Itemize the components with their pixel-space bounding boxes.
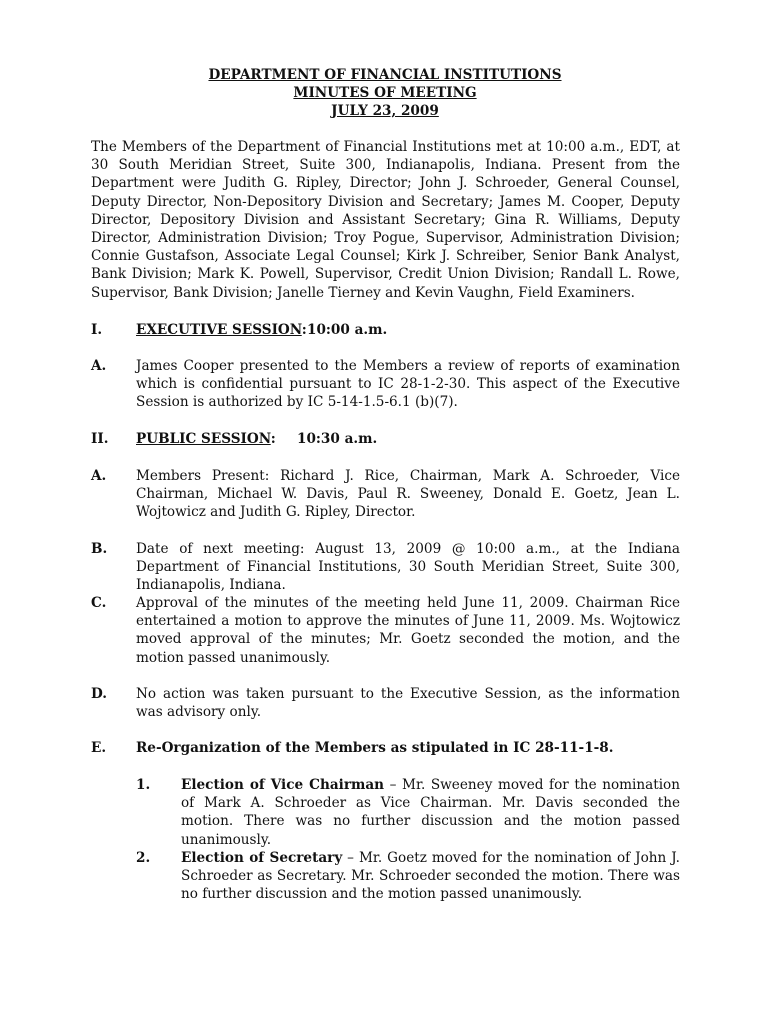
item-label: C. — [91, 595, 107, 611]
section-title-wrap — [136, 321, 307, 339]
section-colon: : — [301, 322, 307, 338]
subitem-body — [181, 849, 680, 904]
section-numeral: II. — [91, 431, 109, 447]
section-title-wrap — [136, 430, 276, 448]
item-text: James Cooper presented to the Members a review of reports of examination which is confidential pursuant to IC 28-1-2-30. This aspect of the Executive Session is authorized by IC 5-14-1.5-6.1 (b)(7). — [136, 358, 680, 411]
item-label: D. — [91, 686, 108, 702]
subitem-title: Election of Vice Chairman — [181, 777, 385, 793]
section-title: PUBLIC SESSION — [136, 431, 271, 447]
item-label: A. — [91, 468, 107, 484]
subitem-body — [181, 776, 680, 849]
item-text: Approval of the minutes of the meeting held June 11, 2009. Chairman Rice entertained a motion to approve the minutes of June 11, 2009. Ms. Wojtowicz moved approval of the minutes; Mr. Goetz seconded the motion, and the motion passed unanimously. — [136, 595, 680, 666]
section-time: 10:30 a.m. — [297, 431, 378, 447]
intro-paragraph: The Members of the Department of Financial Institutions met at 10:00 a.m., EDT, at 30 South Meridian Street, Suite 300, Indianapolis, Indiana. Present from the Department were Judith G. Ripley, Director; John J. Schroeder, General Counsel, Deputy Director, Non-Depository Division and Secretary; James M. Cooper, Deputy Director, Depository Division and Assistant Secretary; Gina R. Williams, Deputy Director, Administration Division; Troy Pogue, Supervisor, Administration Division; Connie Gustafson, Associate Legal Counsel; Kirk J. Schreiber, Senior Bank Analyst, Bank Division; Mark K. Powell, Supervisor, Credit Union Division; Randall L. Rowe, Supervisor, Bank Division; Janelle Tierney and Kevin Vaughn, Field Examiners. — [91, 139, 680, 301]
section-colon: : — [270, 431, 276, 447]
subitem-text: – Mr. Sweeney moved for the nomination of Mark A. Schroeder as Vice Chairman. Mr. Davis seconded the motion. There was no further discussion and the motion passed unanimously. — [181, 777, 680, 848]
section-time: 10:00 a.m. — [307, 322, 388, 338]
subitem-text: – Mr. Goetz moved for the nomination of John J. Schroeder as Secretary. Mr. Schroeder seconded the motion. There was no further discussion and the motion passed unanimously. — [181, 850, 680, 903]
header-date: JULY 23, 2009 — [331, 103, 439, 119]
section-numeral: I. — [91, 322, 103, 338]
section-title: EXECUTIVE SESSION — [136, 322, 302, 338]
document-header — [0, 66, 770, 120]
item-label: A. — [91, 358, 107, 374]
subitem-label: 2. — [136, 850, 151, 866]
subitem-title: Election of Secretary — [181, 850, 343, 866]
item-text: Re-Organization of the Members as stipulated in IC 28-11-1-8. — [136, 740, 614, 756]
item-text: Date of next meeting: August 13, 2009 @ 10:00 a.m., at the Indiana Department of Financial Institutions, 30 South Meridian Street, Suite 300, Indianapolis, Indiana. — [136, 541, 680, 594]
item-label: B. — [91, 541, 108, 557]
item-text: No action was taken pursuant to the Executive Session, as the information was advisory only. — [136, 686, 680, 721]
subitem-label: 1. — [136, 777, 151, 793]
header-department: DEPARTMENT OF FINANCIAL INSTITUTIONS — [208, 67, 562, 83]
item-label: E. — [91, 740, 107, 756]
header-minutes: MINUTES OF MEETING — [293, 85, 477, 101]
item-text: Members Present: Richard J. Rice, Chairman, Mark A. Schroeder, Vice Chairman, Michael W. Davis, Paul R. Sweeney, Donald E. Goetz, Jean L. Wojtowicz and Judith G. Ripley, Director. — [136, 468, 680, 521]
